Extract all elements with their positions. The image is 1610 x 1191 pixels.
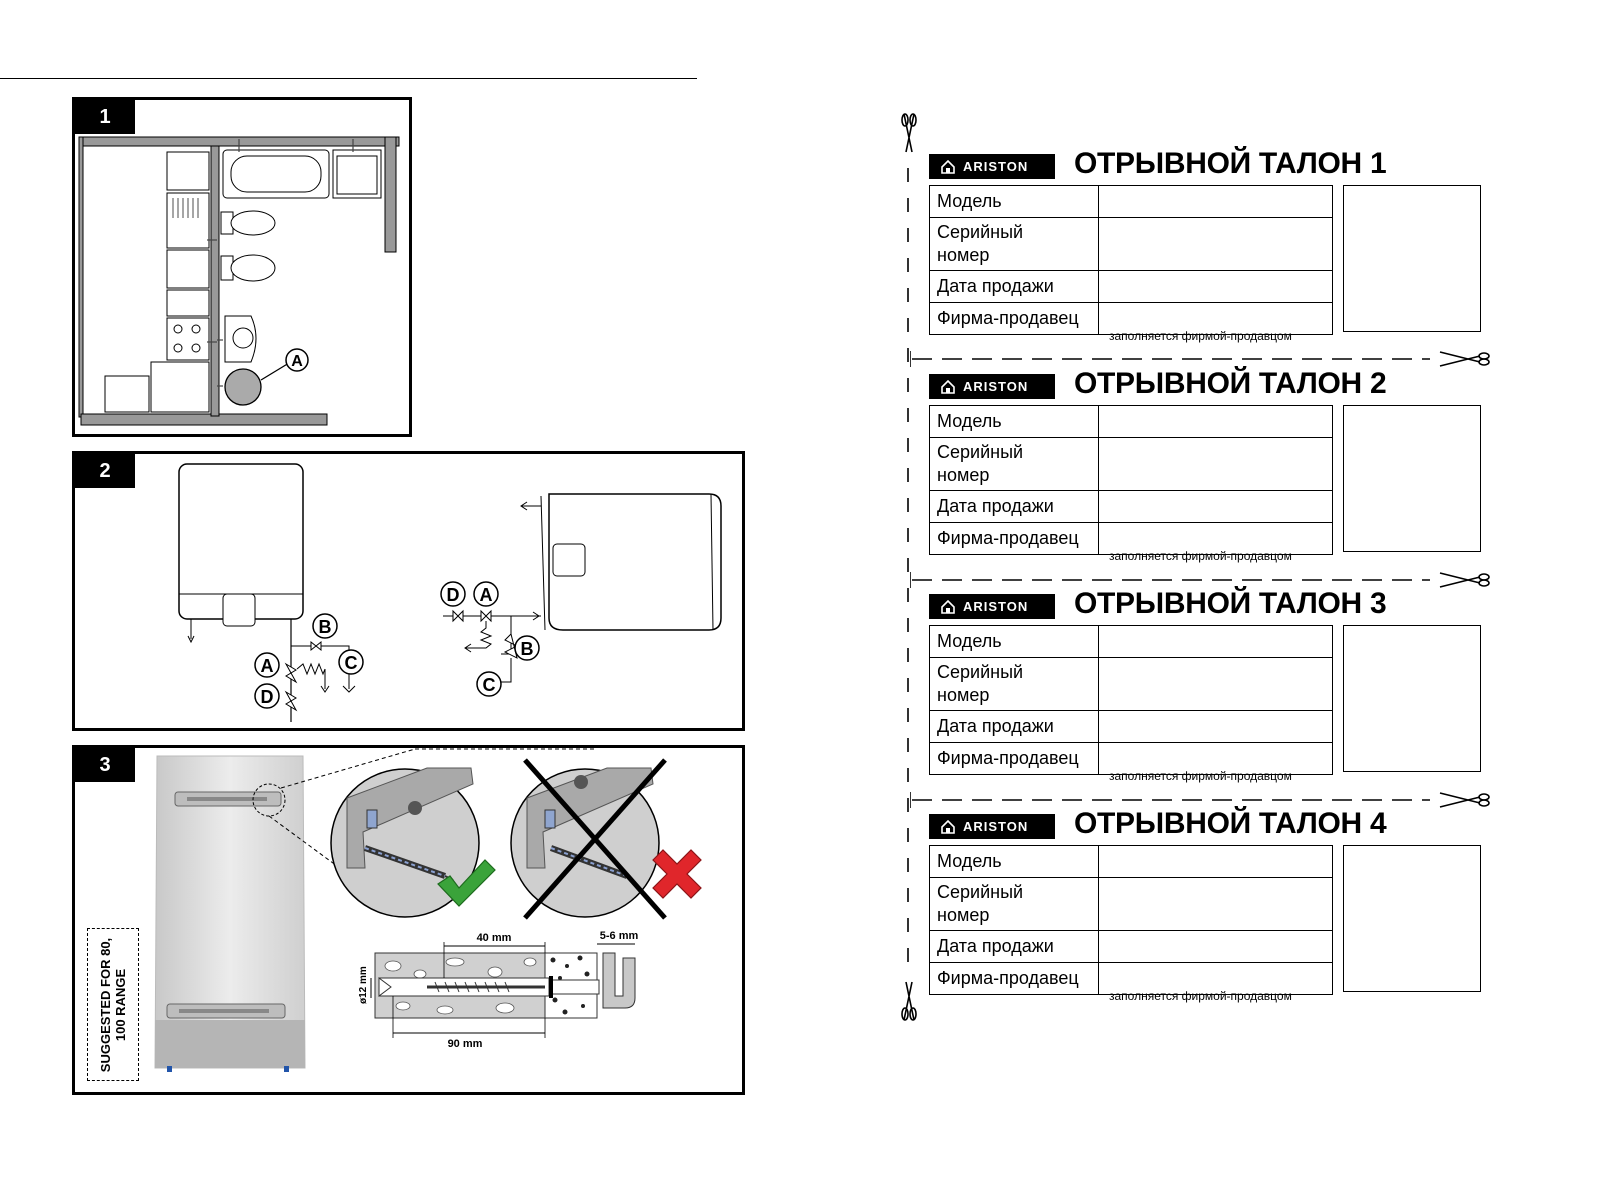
stamp-box[interactable]: [1343, 185, 1481, 332]
coupon-note: заполняется фирмой-продавцом: [1109, 769, 1292, 783]
seller-label: Фирма-продавец: [930, 963, 1099, 995]
figure-3-mounting-diagram: [72, 745, 745, 1095]
callout-c-label: C: [344, 653, 358, 673]
figure-2-number: 2: [75, 454, 135, 488]
model-field[interactable]: [1099, 406, 1333, 438]
dim-diameter-label: ø12 mm: [358, 966, 369, 1004]
coupon-title: ОТРЫВНОЙ ТАЛОН 1: [1074, 147, 1387, 180]
house-icon: [941, 380, 955, 394]
ariston-logo: [929, 814, 1055, 839]
coupon-table: [929, 845, 1333, 995]
serial-label: Серийный номер: [930, 438, 1099, 491]
callout-a-label: A: [291, 353, 303, 370]
seller-label: Фирма-продавец: [930, 523, 1099, 555]
serial-field[interactable]: [1099, 438, 1333, 491]
coupon-note: заполняется фирмой-продавцом: [1109, 329, 1292, 343]
top-rule: [0, 78, 697, 79]
coupon-table: [929, 405, 1333, 555]
house-icon: [941, 820, 955, 834]
stamp-box[interactable]: [1343, 405, 1481, 552]
model-field[interactable]: [1099, 626, 1333, 658]
scissors-icon: [902, 114, 916, 152]
figure-1-floor-plan: [72, 97, 412, 437]
side-cut-line: [900, 112, 930, 1022]
callout-a-label: A: [260, 656, 274, 676]
scissors-icon: [902, 982, 916, 1020]
figure-1-number: 1: [75, 100, 135, 134]
brand-name: ARISTON: [963, 159, 1029, 174]
sale-date-field[interactable]: [1099, 711, 1333, 743]
model-label: Модель: [930, 406, 1099, 438]
coupon-header: [929, 367, 1489, 401]
house-icon: [941, 160, 955, 174]
callout-d-label: D: [260, 687, 274, 707]
connection-drawing: [75, 454, 742, 728]
coupon-title: ОТРЫВНОЙ ТАЛОН 3: [1074, 587, 1387, 620]
coupon-note: заполняется фирмой-продавцом: [1109, 989, 1292, 1003]
callout-d-label: D: [446, 585, 460, 605]
serial-label: Серийный номер: [930, 878, 1099, 931]
range-note-text: SUGGESTED FOR 80, 100 RANGE: [98, 937, 128, 1072]
brand-name: ARISTON: [963, 599, 1029, 614]
coupon-title: ОТРЫВНОЙ ТАЛОН 4: [1074, 807, 1387, 840]
serial-field[interactable]: [1099, 878, 1333, 931]
sale-date-field[interactable]: [1099, 491, 1333, 523]
figure-2-connection-diagram: [72, 451, 745, 731]
sale-date-field[interactable]: [1099, 931, 1333, 963]
callout-c-label: C: [482, 675, 496, 695]
model-field[interactable]: [1099, 186, 1333, 218]
coupon-3: [929, 587, 1489, 787]
callout-b-label: B: [520, 639, 534, 659]
coupon-2: [929, 367, 1489, 567]
model-label: Модель: [930, 186, 1099, 218]
serial-field[interactable]: [1099, 218, 1333, 271]
coupon-header: [929, 807, 1489, 841]
callout-a-label: A: [479, 585, 493, 605]
coupon-table: [929, 625, 1333, 775]
mounting-drawing: [75, 748, 742, 1092]
model-label: Модель: [930, 626, 1099, 658]
model-label: Модель: [930, 846, 1099, 878]
scissors-icon: [1440, 573, 1489, 587]
coupon-header: [929, 587, 1489, 621]
scissors-icon: [1440, 793, 1489, 807]
stamp-box[interactable]: [1343, 845, 1481, 992]
ariston-logo: [929, 594, 1055, 619]
sale-date-label: Дата продажи: [930, 271, 1099, 303]
seller-label: Фирма-продавец: [930, 303, 1099, 335]
range-note-box: [87, 928, 139, 1081]
brand-name: ARISTON: [963, 819, 1029, 834]
cut-line-1: [910, 349, 1490, 369]
serial-field[interactable]: [1099, 658, 1333, 711]
serial-label: Серийный номер: [930, 658, 1099, 711]
ariston-logo: [929, 154, 1055, 179]
sale-date-field[interactable]: [1099, 271, 1333, 303]
sale-date-label: Дата продажи: [930, 711, 1099, 743]
coupon-title: ОТРЫВНОЙ ТАЛОН 2: [1074, 367, 1387, 400]
figure-3-number: 3: [75, 748, 135, 782]
coupon-4: [929, 807, 1489, 1007]
sale-date-label: Дата продажи: [930, 931, 1099, 963]
floor-plan-drawing: [75, 100, 409, 434]
dim-gap-label: 5-6 mm: [599, 930, 639, 942]
dim-40mm-label: 40 mm: [476, 932, 512, 944]
house-icon: [941, 600, 955, 614]
seller-label: Фирма-продавец: [930, 743, 1099, 775]
coupon-table: [929, 185, 1333, 335]
coupon-note: заполняется фирмой-продавцом: [1109, 549, 1292, 563]
coupon-header: [929, 147, 1489, 181]
callout-b-label: B: [318, 617, 332, 637]
scissors-icon: [1440, 352, 1489, 366]
dim-90mm-label: 90 mm: [447, 1038, 483, 1050]
ariston-logo: [929, 374, 1055, 399]
coupon-1: [929, 147, 1489, 347]
serial-label: Серийный номер: [930, 218, 1099, 271]
model-field[interactable]: [1099, 846, 1333, 878]
cross-icon: [653, 850, 701, 898]
stamp-box[interactable]: [1343, 625, 1481, 772]
brand-name: ARISTON: [963, 379, 1029, 394]
sale-date-label: Дата продажи: [930, 491, 1099, 523]
anchor-section-drawing: [358, 930, 638, 1050]
